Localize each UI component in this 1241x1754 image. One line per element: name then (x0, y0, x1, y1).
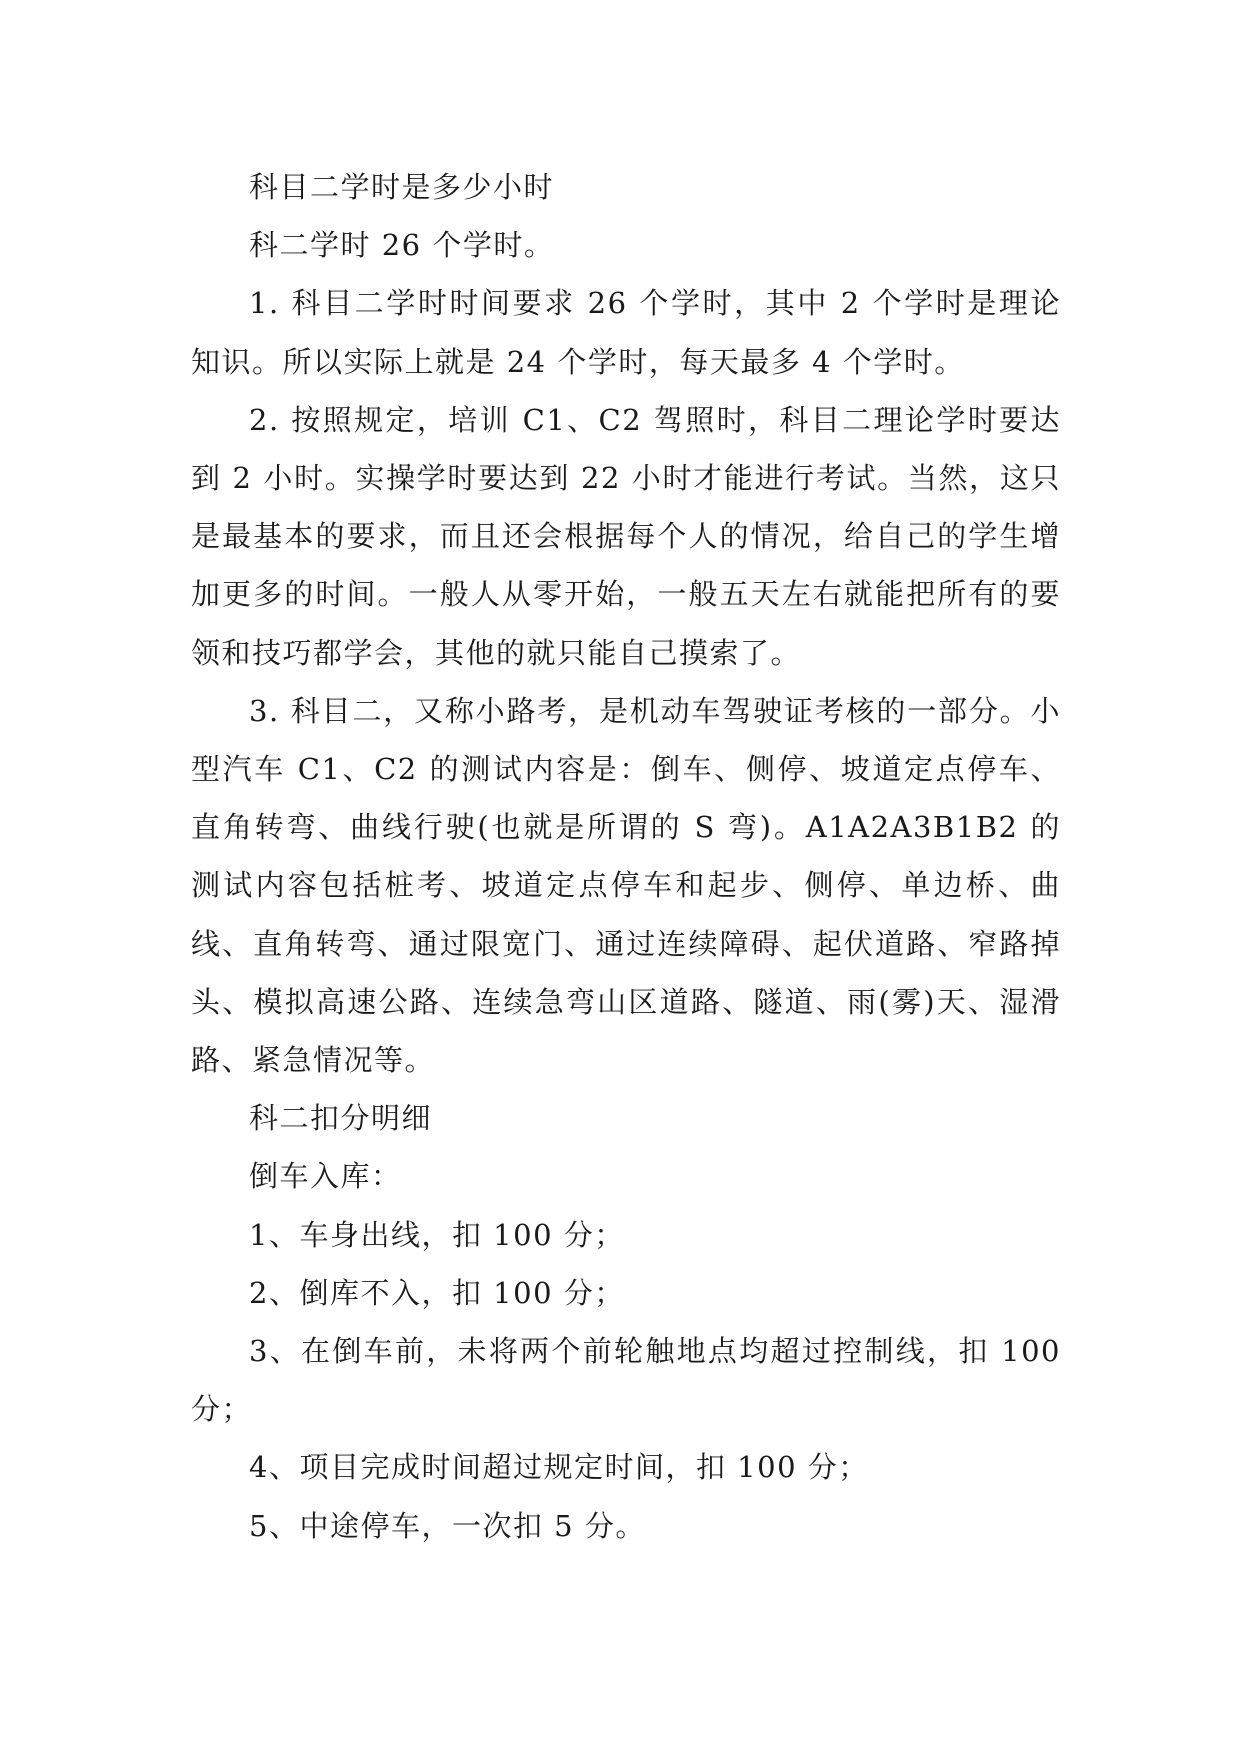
deduction-item: 5、中途停车，一次扣 5 分。 (249, 1508, 646, 1543)
paragraph-point-3: 3. 科目二，又称小路考，是机动车驾驶证考核的一部分。小型汽车 C1、C2 的测试内容是：倒车、侧停、坡道定点停车、直角转弯、曲线行驶(也就是所谓的 S 弯)。A1A2A3B1B2 的测试内容包括桩考、坡道定点停车和起步、侧停、单边桥、曲线、直角转弯、通过限宽门、通过连续障碍、起伏道路、窄路掉头、模拟高速公路、连续急弯山区道路、隧道、雨(雾)天、湿滑路、紧急情况等。 (191, 693, 1061, 1078)
paragraph-point-2: 2. 按照规定，培训 C1、C2 驾照时，科目二理论学时要达到 2 小时。实操学时要达到 22 小时才能进行考试。当然，这只是最基本的要求，而且还会根据每个人的情况，给自己的学生增加更多的时间。一般人从零开始，一般五天左右就能把所有的要领和技巧都学会，其他的就只能自己摸索了。 (191, 402, 1061, 670)
document-body (191, 158, 1061, 1555)
subsection-heading-reverse-parking: 倒车入库： (249, 1159, 402, 1194)
paragraph-summary: 科二学时 26 个学时。 (249, 228, 555, 263)
paragraph-point-1: 1. 科目二学时时间要求 26 个学时，其中 2 个学时是理论知识。所以实际上就是 24 个学时，每天最多 4 个学时。 (191, 286, 1061, 379)
document-title: 科目二学时是多少小时 (249, 170, 555, 204)
deduction-item: 3、在倒车前，未将两个前轮触地点均超过控制线，扣 100 分； (191, 1334, 1061, 1427)
deduction-item: 2、倒库不入，扣 100 分； (249, 1275, 625, 1310)
deduction-item: 4、项目完成时间超过规定时间，扣 100 分； (249, 1450, 869, 1485)
deduction-item: 1、车身出线，扣 100 分； (249, 1217, 625, 1252)
section-heading-deductions: 科二扣分明细 (249, 1101, 433, 1136)
